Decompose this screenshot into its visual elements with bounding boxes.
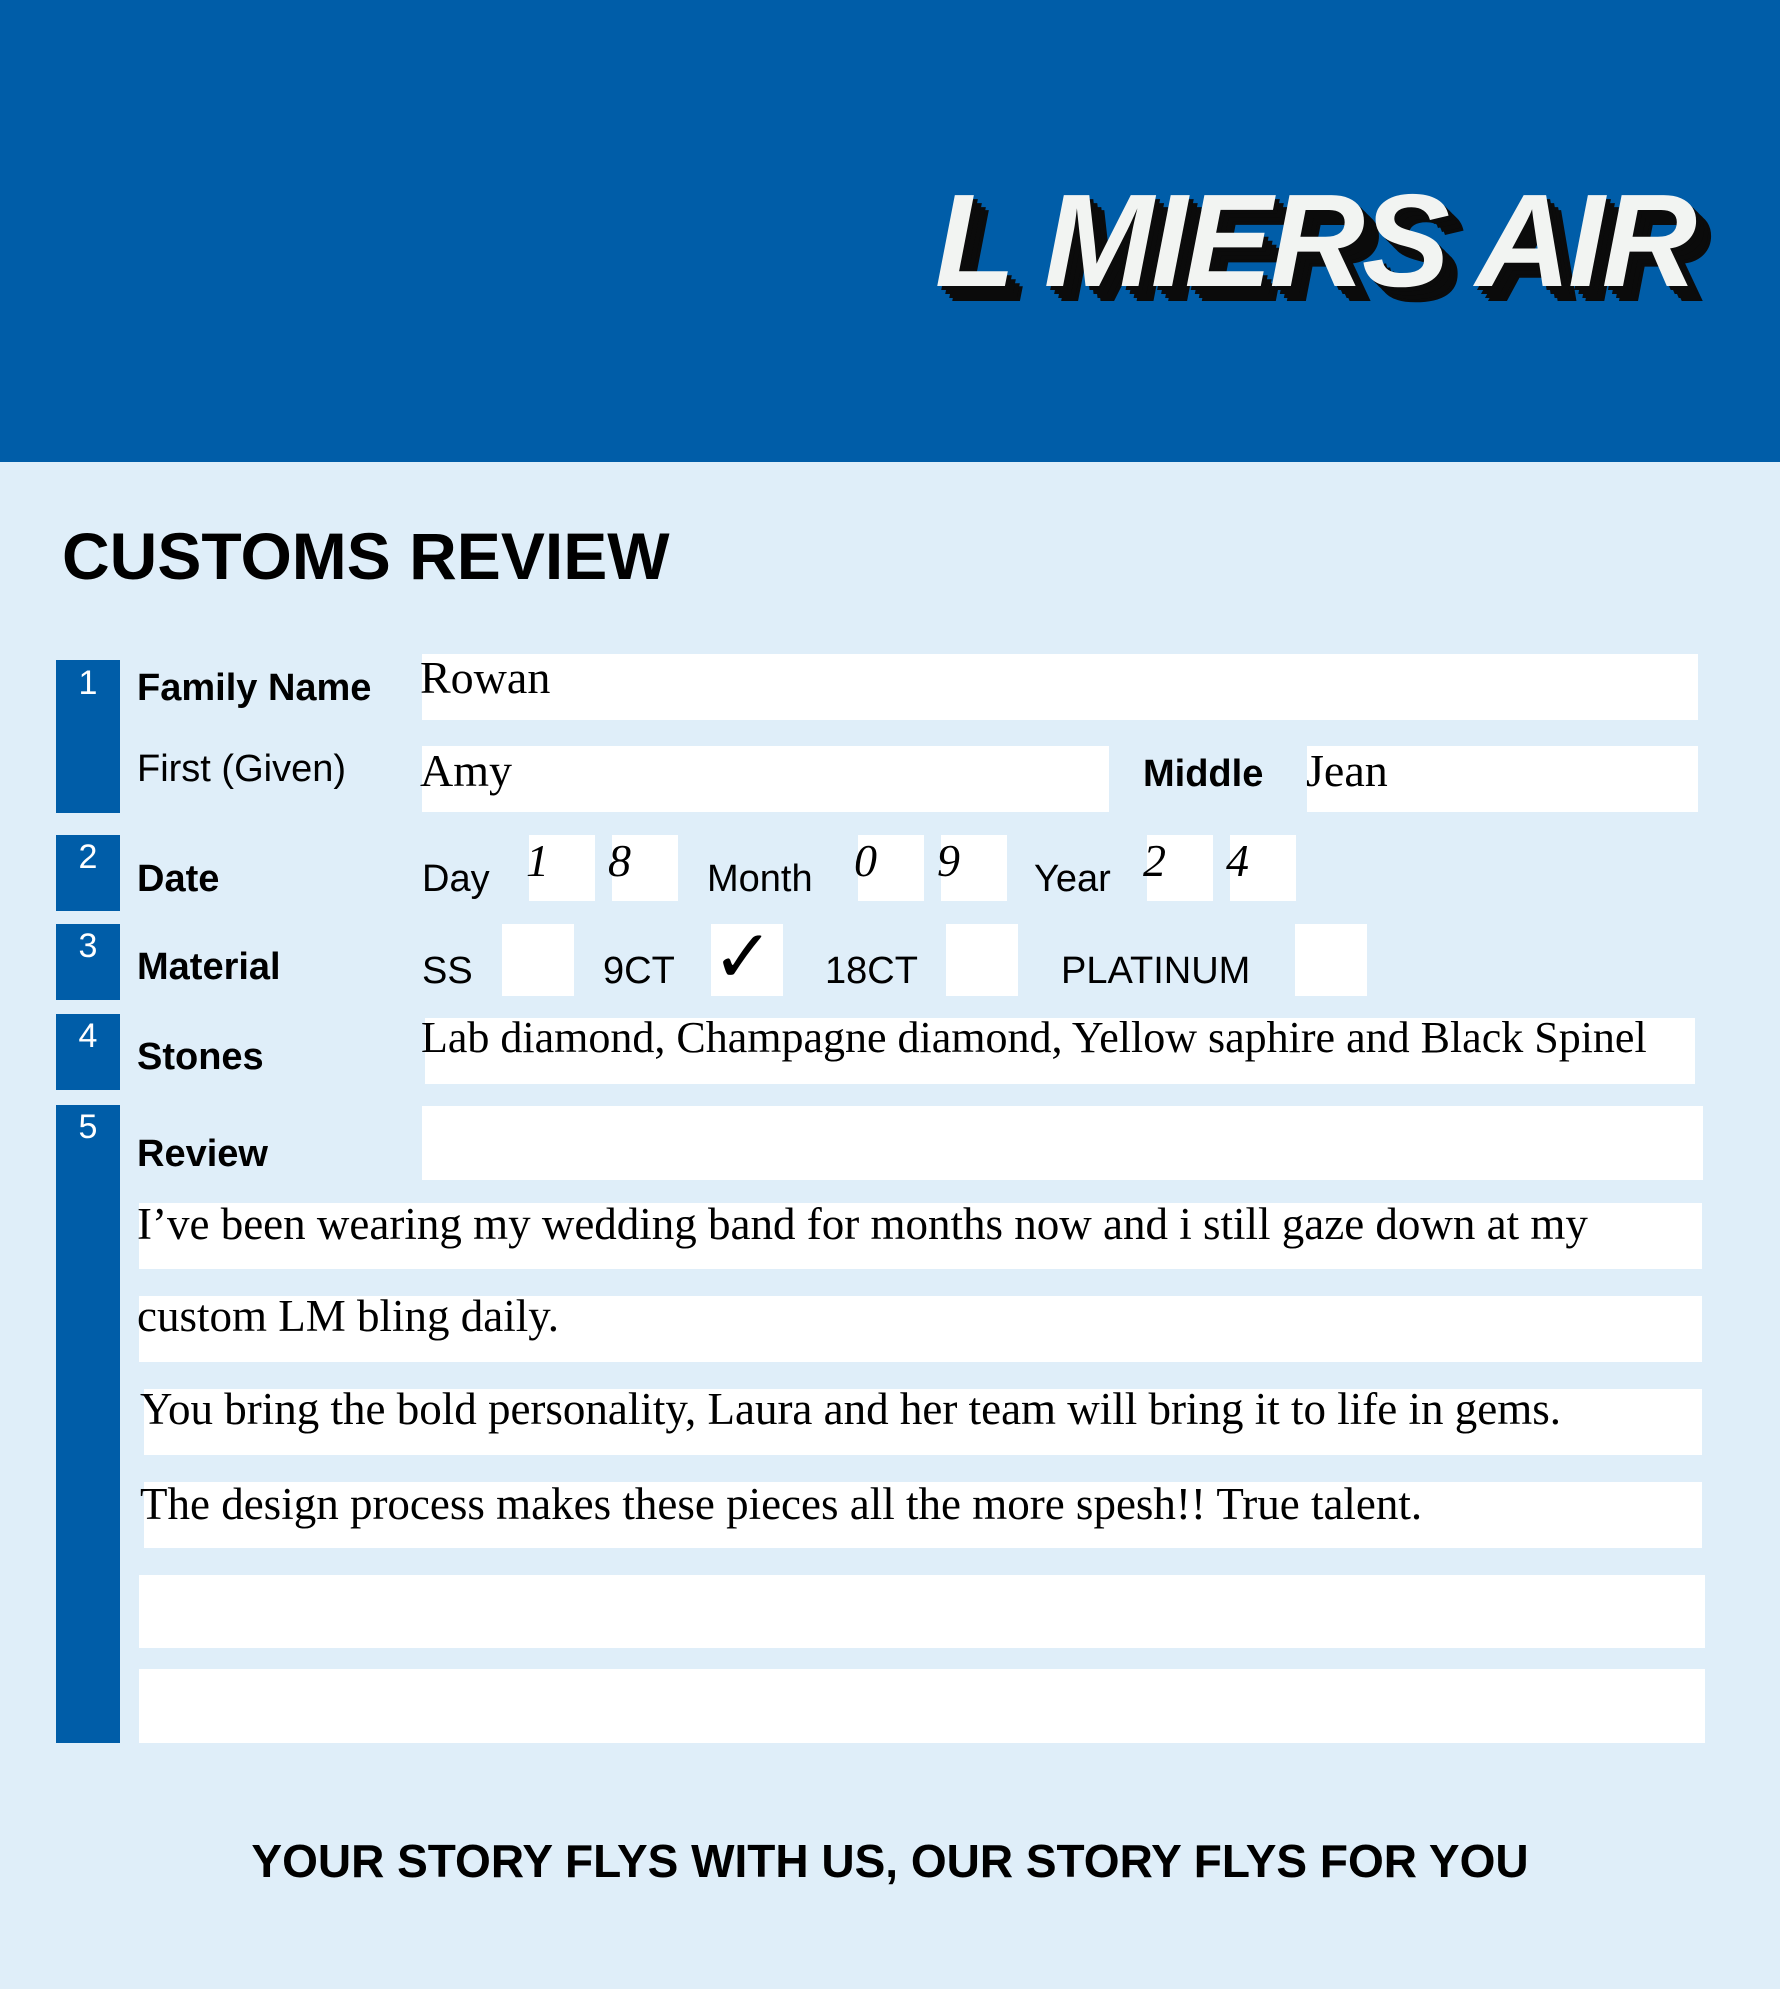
day-label: Day bbox=[422, 858, 490, 900]
section-number-2: 2 bbox=[78, 838, 98, 876]
material-option-ss-label: SS bbox=[422, 950, 473, 992]
year-digit-2: 4 bbox=[1226, 835, 1249, 886]
brand-logo: L MIERS AIR bbox=[934, 166, 1694, 314]
family-name-field[interactable] bbox=[422, 654, 1698, 720]
review-line-5-field[interactable] bbox=[139, 1575, 1705, 1648]
year-label: Year bbox=[1034, 858, 1111, 900]
section-number-1: 1 bbox=[78, 664, 98, 702]
section-bar-5 bbox=[56, 1105, 120, 1743]
review-label: Review bbox=[137, 1133, 268, 1175]
year-digit-1: 2 bbox=[1143, 835, 1166, 886]
family-name-label: Family Name bbox=[137, 667, 372, 709]
check-mark-icon: ✓ bbox=[712, 914, 775, 1000]
section-number-3: 3 bbox=[78, 927, 98, 965]
material-option-9ct-label: 9CT bbox=[603, 950, 675, 992]
page-title: CUSTOMS REVIEW bbox=[62, 519, 670, 593]
month-label: Month bbox=[707, 858, 813, 900]
section-number-5: 5 bbox=[78, 1108, 98, 1146]
stones-value: Lab diamond, Champagne diamond, Yellow saphire and Black Spinel bbox=[421, 1013, 1647, 1062]
review-line-4: The design process makes these pieces all the more spesh!! True talent. bbox=[140, 1479, 1423, 1529]
material-label: Material bbox=[137, 946, 281, 988]
family-name-value: Rowan bbox=[420, 652, 551, 703]
review-line-6-field[interactable] bbox=[139, 1669, 1705, 1743]
review-line-2: custom LM bling daily. bbox=[137, 1291, 560, 1341]
section-number-4: 4 bbox=[78, 1017, 98, 1055]
day-digit-1: 1 bbox=[526, 835, 549, 886]
review-line-1: I’ve been wearing my wedding band for months now and i still gaze down at my bbox=[137, 1199, 1588, 1249]
material-option-platinum-label: PLATINUM bbox=[1061, 950, 1251, 992]
review-line-3: You bring the bold personality, Laura and her team will bring it to life in gems. bbox=[140, 1384, 1561, 1434]
material-option-ss-checkbox[interactable] bbox=[502, 924, 574, 996]
footer-tagline: YOUR STORY FLYS WITH US, OUR STORY FLYS FOR YOU bbox=[251, 1835, 1529, 1887]
material-option-18ct-label: 18CT bbox=[825, 950, 918, 992]
first-name-value: Amy bbox=[420, 745, 512, 796]
header-banner bbox=[0, 0, 1780, 462]
date-label: Date bbox=[137, 858, 220, 900]
middle-name-value: Jean bbox=[1306, 745, 1388, 796]
day-digit-2: 8 bbox=[608, 835, 631, 886]
month-digit-1: 0 bbox=[854, 835, 877, 886]
review-header-field[interactable] bbox=[422, 1106, 1703, 1180]
material-option-18ct-checkbox[interactable] bbox=[946, 924, 1018, 996]
month-digit-2: 9 bbox=[937, 835, 960, 886]
material-option-platinum-checkbox[interactable] bbox=[1295, 924, 1367, 996]
first-name-field[interactable] bbox=[422, 746, 1109, 812]
middle-name-label: Middle bbox=[1143, 753, 1264, 795]
first-name-label: First (Given) bbox=[137, 748, 346, 790]
stones-label: Stones bbox=[137, 1036, 264, 1078]
